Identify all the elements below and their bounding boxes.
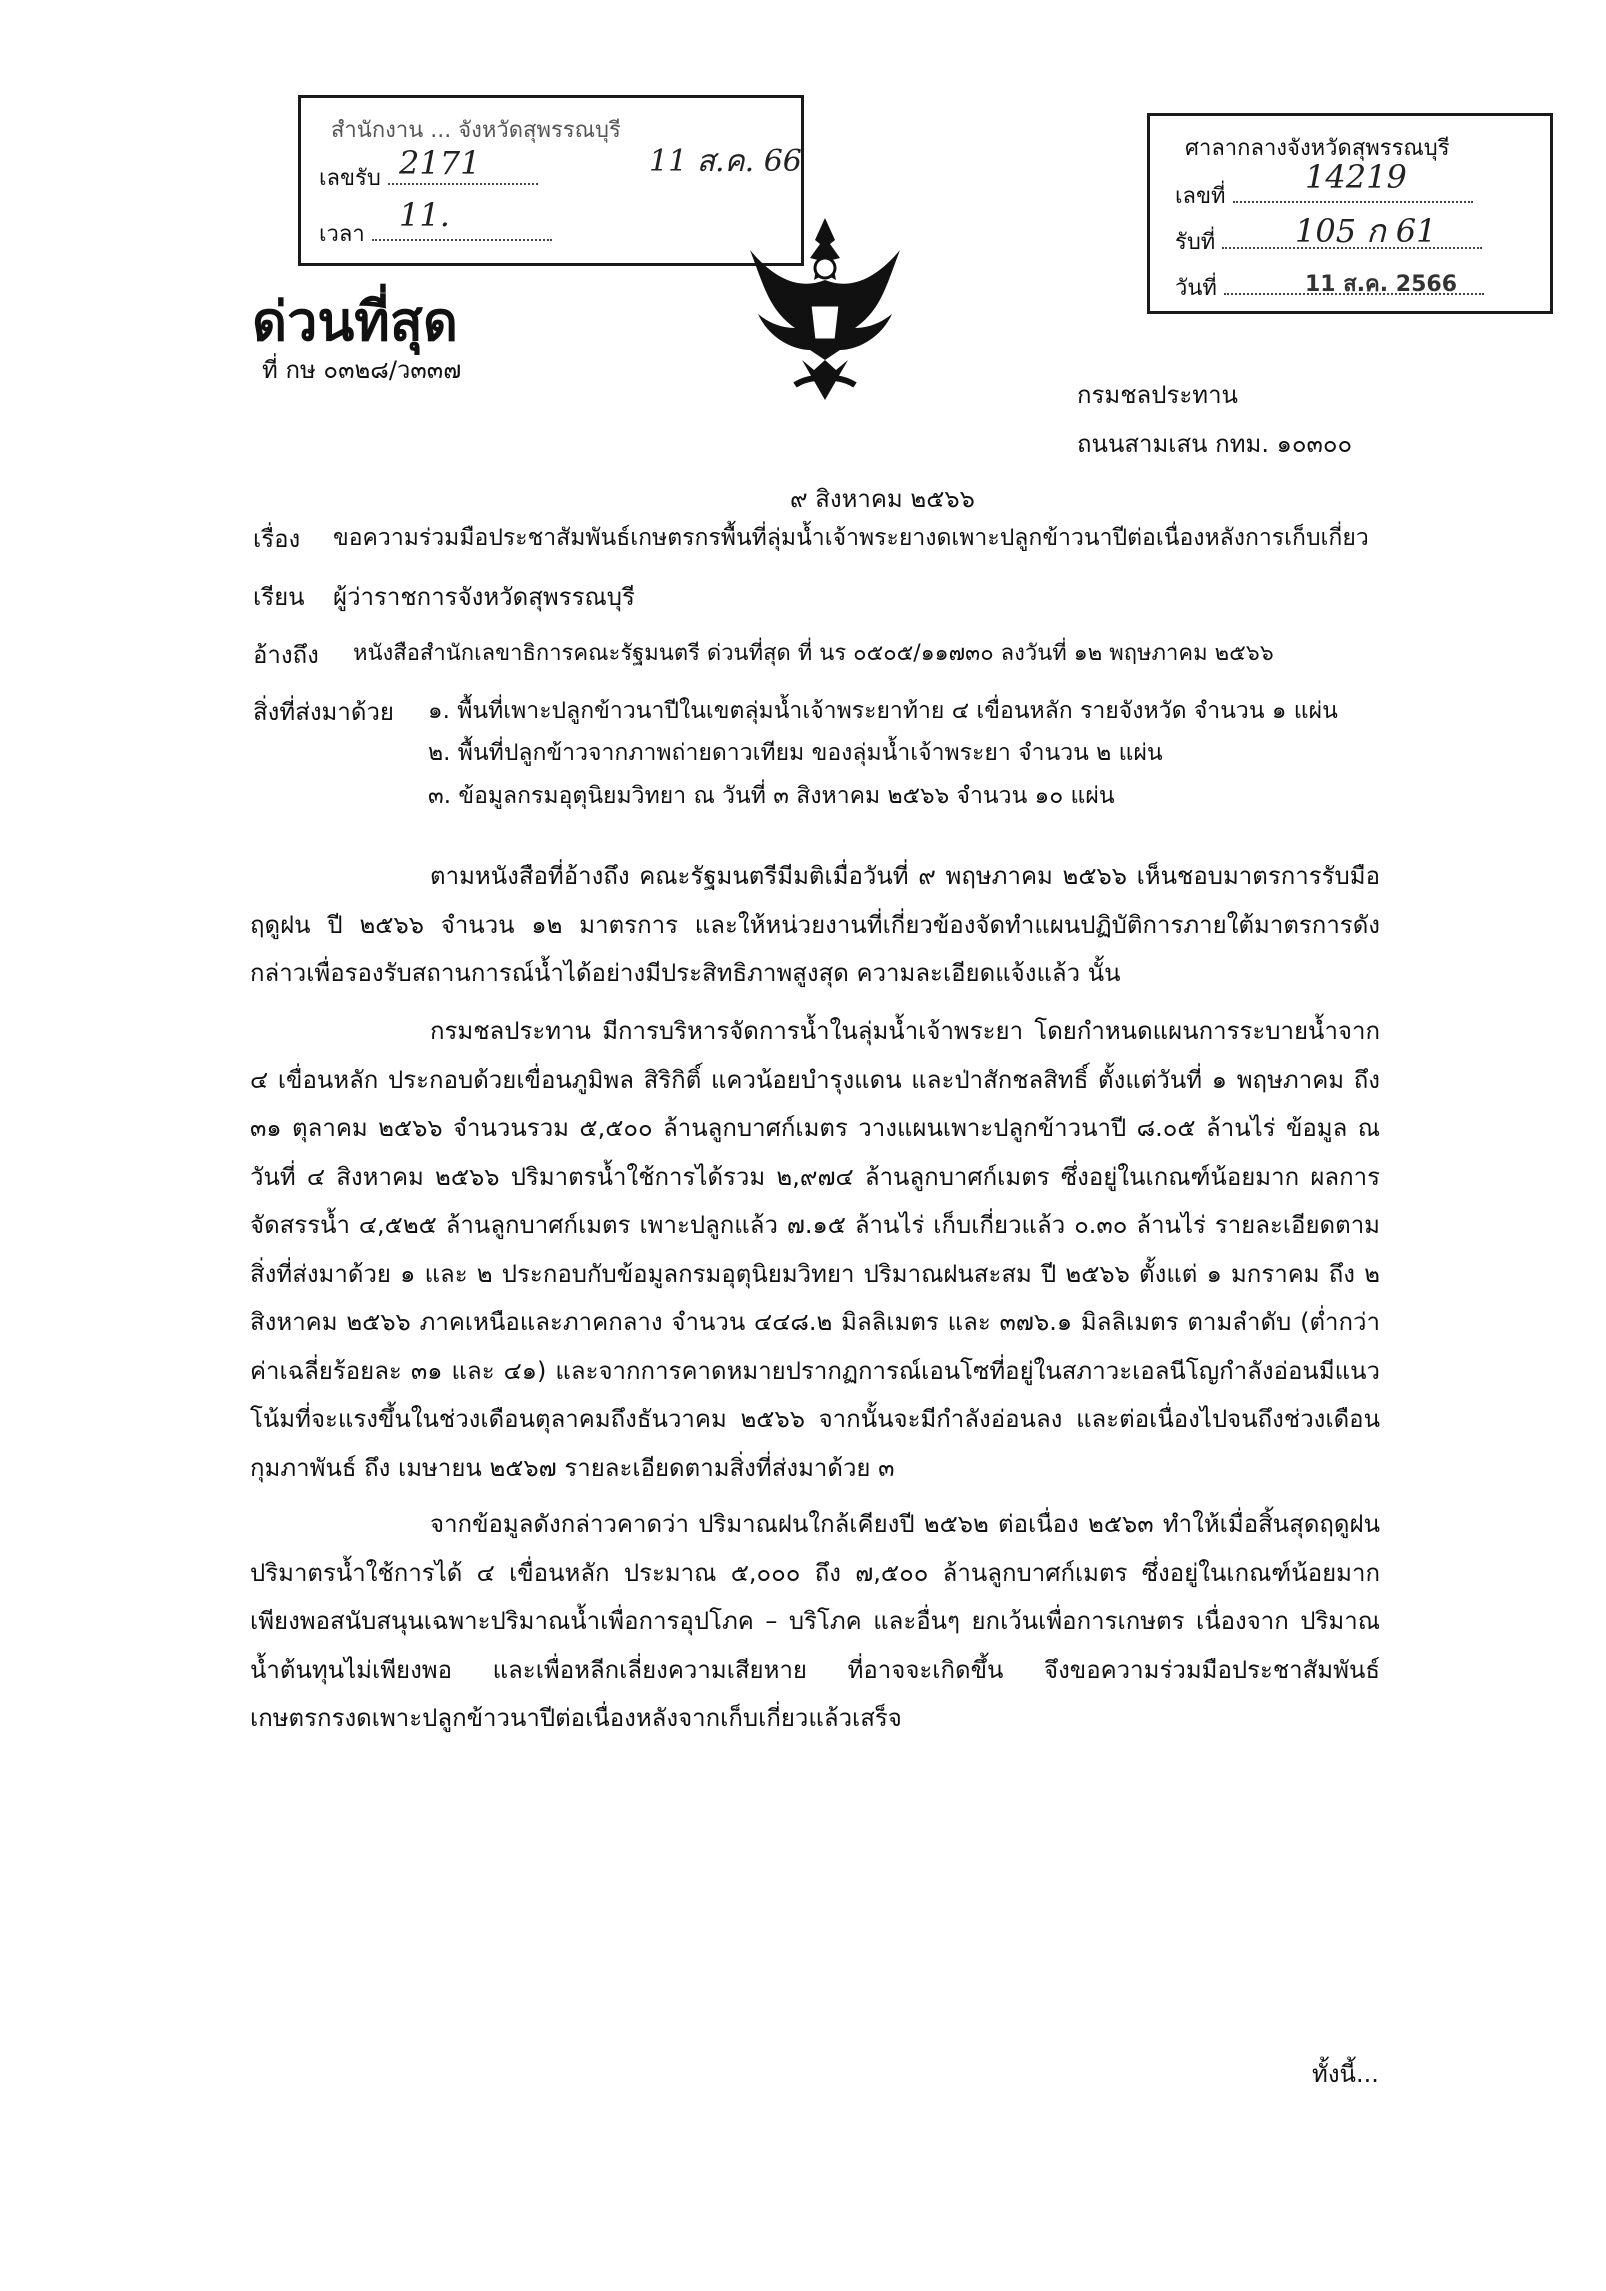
body-paragraph-1: ตามหนังสือที่อ้างถึง คณะรัฐมนตรีมีมติเมื่อวันที่ ๙ พฤษภาคม ๒๕๖๖ เห็นชอบมาตรการรับมือฤดูฝน ปี ๒๕๖๖ จำนวน ๑๒ มาตรการ และให้หน่วยงานที่เกี่ยวข้องจัดทำแผนปฏิบัติการภายใต้มาตรการดังกล่าวเพื่อรองรับสถานการณ์น้ำได้อย่างมีประสิทธิภาพสูงสุด ความละเอียดแจ้งแล้ว นั้น: [250, 862, 1380, 987]
to-label: เรียน: [253, 583, 305, 611]
garuda-emblem: [740, 210, 910, 410]
stamp-right-receive-row: [1175, 212, 1482, 259]
enclosures-label: สิ่งที่ส่งมาด้วย: [253, 698, 394, 726]
sender-agency: กรมชลประทาน: [1077, 381, 1238, 409]
receipt-stamp-left: [298, 95, 804, 266]
subject-label: เรื่อง: [253, 525, 301, 553]
sender-address: ถนนสามเสน กทม. ๑๐๓๐๐: [1077, 430, 1353, 458]
stamp-right-receive-label: รับที่: [1175, 230, 1216, 255]
subject-text: ขอความร่วมมือประชาสัมพันธ์เกษตรกรพื้นที่ลุ่มน้ำเจ้าพระยางดเพาะปลูกข้าวนาปีต่อเนื่องหลังการเก็บเกี่ยว: [333, 525, 1369, 551]
stamp-right-date-value: 11 ส.ค. 2566: [1305, 272, 1458, 297]
urgency-label: ด่วนที่สุด: [252, 289, 458, 353]
stamp-left-receipt-row: [319, 144, 802, 195]
letter-date: ๙ สิงหาคม ๒๕๖๖: [790, 485, 975, 513]
enclosure-item: ๑. พื้นที่เพาะปลูกข้าวนาปีในเขตลุ่มน้ำเจ้าพระยาท้าย ๔ เขื่อนหลัก รายจังหวัด จำนวน ๑ แผ่น: [428, 698, 1338, 724]
document-number: ที่ กษ ๐๓๒๘/ว๓๓๗: [262, 356, 462, 384]
stamp-right-title: ศาลากลางจังหวัดสุพรรณบุรี: [1185, 136, 1450, 161]
reference-text: หนังสือสำนักเลขาธิการคณะรัฐมนตรี ด่วนที่สุด ที่ นร ๐๕๐๕/๑๑๗๓๐ ลงวันที่ ๑๒ พฤษภาคม ๒๕๖๖: [353, 641, 1274, 666]
stamp-left-time-row: [319, 196, 552, 251]
enclosure-item: ๒. พื้นที่ปลูกข้าวจากภาพถ่ายดาวเทียม ของลุ่มน้ำเจ้าพระยา จำนวน ๒ แผ่น: [428, 740, 1163, 766]
stamp-left-receipt-label: เลขรับ: [319, 166, 381, 191]
to-text: ผู้ว่าราชการจังหวัดสุพรรณบุรี: [333, 583, 635, 611]
stamp-right-receive-value: 105 ก 61: [1295, 212, 1437, 250]
stamp-left-receipt-number: 2171: [399, 144, 481, 182]
continuation-marker: ทั้งนี้...: [1312, 2060, 1379, 2088]
receipt-stamp-right: [1147, 113, 1553, 314]
stamp-left-time-label: เวลา: [319, 222, 365, 247]
body-paragraph-2: กรมชลประทาน มีการบริหารจัดการน้ำในลุ่มน้ำเจ้าพระยา โดยกำหนดแผนการระบายน้ำจาก ๔ เขื่อนหลัก ประกอบด้วยเขื่อนภูมิพล สิริกิติ์ แควน้อยบำรุงแดน และป่าสักชลสิทธิ์ ตั้งแต่วันที่ ๑ พฤษภาคม ถึง ๓๑ ตุลาคม ๒๕๖๖ จำนวนรวม ๕,๕๐๐ ล้านลูกบาศก์เมตร วางแผนเพาะปลูกข้าวนาปี ๘.๐๕ ล้านไร่ ข้อมูล ณ วันที่ ๔ สิงหาคม ๒๕๖๖ ปริมาตรน้ำใช้การได้รวม ๒,๙๗๔ ล้านลูกบาศก์เมตร ซึ่งอยู่ในเกณฑ์น้อยมาก ผลการจัดสรรน้ำ ๔,๕๒๕ ล้านลูกบาศก์เมตร เพาะปลูกแล้ว ๗.๑๕ ล้านไร่ เก็บเกี่ยวแล้ว ๐.๓๐ ล้านไร่ รายละเอียดตามสิ่งที่ส่งมาด้วย ๑ และ ๒ ประกอบกับข้อมูลกรมอุตุนิยมวิทยา ปริมาณฝนสะสม ปี ๒๕๖๖ ตั้งแต่ ๑ มกราคม ถึง ๒ สิงหาคม ๒๕๖๖ ภาคเหนือและภาคกลาง จำนวน ๔๔๘.๒ มิลลิเมตร และ ๓๗๖.๑ มิลลิเมตร ตามลำดับ (ต่ำกว่าค่าเฉลี่ยร้อยละ ๓๑ และ ๔๑) และจากการคาดหมายปรากฏการณ์เอนโซที่อยู่ในสภาวะเอลนีโญกำลังอ่อนมีแนวโน้มที่จะแรงขึ้นในช่วงเดือนตุลาคมถึงธันวาคม ๒๕๖๖ จากนั้นจะมีกำลังอ่อนลง และต่อเนื่องไปจนถึงช่วงเดือนกุมภาพันธ์ ถึง เมษายน ๒๕๖๗ รายละเอียดตามสิ่งที่ส่งมาด้วย ๓: [250, 1017, 1381, 1482]
reference-label: อ้างถึง: [253, 641, 319, 669]
stamp-right-number-label: เลขที่: [1175, 184, 1226, 209]
stamp-left-time-value: 11.: [399, 196, 450, 234]
body-paragraph-3: จากข้อมูลดังกล่าวคาดว่า ปริมาณฝนใกล้เคียงปี ๒๕๖๒ ต่อเนื่อง ๒๕๖๓ ทำให้เมื่อสิ้นสุดฤดูฝน ปริมาตรน้ำใช้การได้ ๔ เขื่อนหลัก ประมาณ ๕,๐๐๐ ถึง ๗,๕๐๐ ล้านลูกบาศก์เมตร ซึ่งอยู่ในเกณฑ์น้อยมาก เพียงพอสนับสนุนเฉพาะปริมาณน้ำเพื่อการอุปโภค – บริโภค และอื่นๆ ยกเว้นเพื่อการเกษตร เนื่องจาก ปริมาณน้ำต้นทุนไม่เพียงพอ และเพื่อหลีกเลี่ยงความเสียหาย ที่อาจจะเกิดขึ้น จึงขอความร่วมมือประชาสัมพันธ์ เกษตรกรงดเพาะปลูกข้าวนาปีต่อเนื่องหลังจากเก็บเกี่ยวแล้วเสร็จ: [250, 1510, 1380, 1732]
enclosure-item: ๓. ข้อมูลกรมอุตุนิยมวิทยา ณ วันที่ ๓ สิงหาคม ๒๕๖๖ จำนวน ๑๐ แผ่น: [428, 783, 1115, 809]
stamp-right-date-row: [1175, 270, 1484, 305]
stamp-right-date-label: วันที่: [1175, 276, 1217, 301]
stamp-right-number-value: 14219: [1305, 158, 1407, 196]
stamp-left-receipt-date: 11 ส.ค. 66: [649, 144, 802, 179]
stamp-left-office: สำนักงาน ... จังหวัดสุพรรณบุรี: [331, 118, 621, 143]
